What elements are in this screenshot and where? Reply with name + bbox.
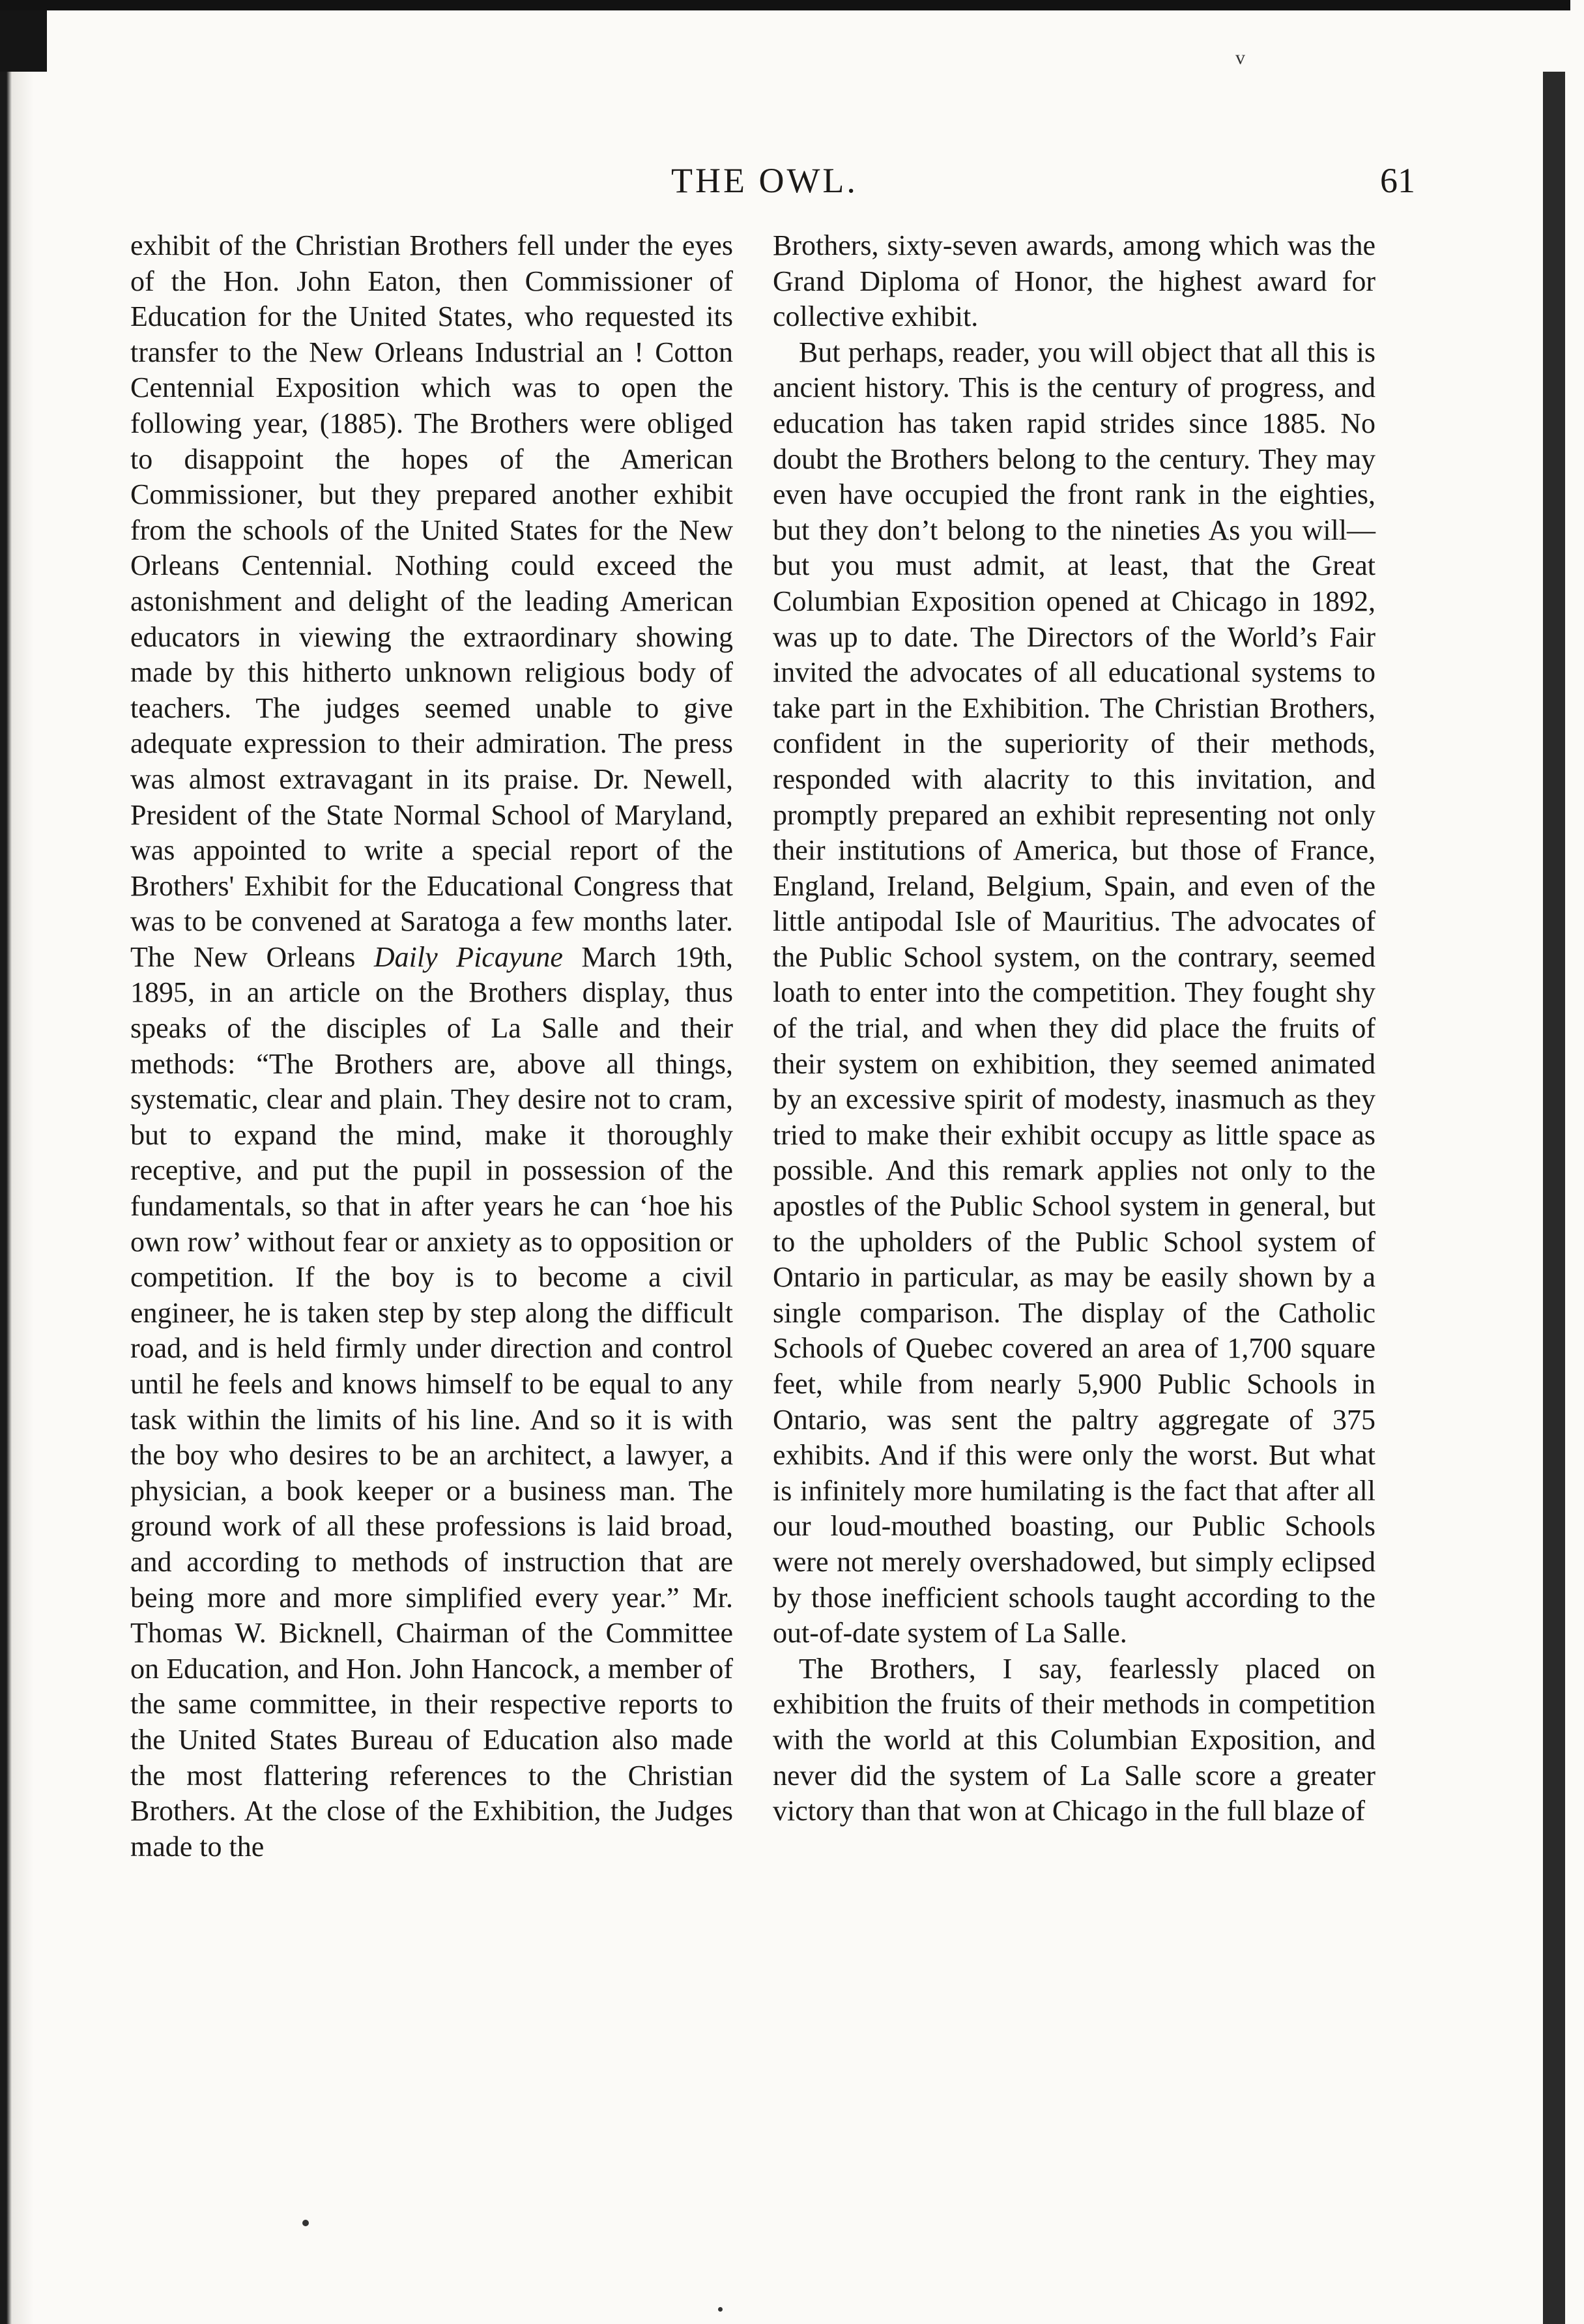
- scan-corner-shadow: [0, 0, 47, 72]
- page-number: 61: [1380, 161, 1415, 200]
- left-text-a: exhibit of the Christian Brothers fell under the eyes of the Hon. John Eaton, then Commissioner of Education for the United States, who requested its transfer to the New Orleans Industrial an ! Cotton Centennial Exposition which was to open the following year, (1885). The Brothers were obliged to disappoint the hopes of the American Commissioner, but they prepared another exhibit from the schools of the United States for the New Orleans Centennial. Nothing could exceed the astonishment and delight of the leading American educators in viewing the extraordinary showing made by this hitherto unknown religious body of teachers. The judges seemed unable to give adequate expression to their admiration. The press was almost extravagant in its praise. Dr. Newell, President of the State Normal School of Maryland, was appointed to write a special report of the Brothers' Exhibit for the Educational Congress that was to be convened at Saratoga a few months later. The New Orleans: [130, 229, 733, 973]
- scan-top-border: [0, 0, 1570, 10]
- left-column: [130, 228, 733, 1865]
- journal-title: THE OWL.: [671, 161, 858, 200]
- right-column: [773, 228, 1375, 1829]
- newspaper-title: Daily Picayune: [373, 940, 563, 973]
- page-right-margin: [1565, 10, 1584, 2324]
- right-paragraph-2: But perhaps, reader, you will object that all this is ancient history. This is the century of progress, and education has taken rapid strides since 1885. No doubt the Brothers belong to the century. They may even have occupied the front rank in the eighties, but they don’t belong to the nineties As you will—but you must admit, at least, that the Great Columbian Exposition opened at Chicago in 1892, was up to date. The Directors of the World’s Fair invited the advocates of all educational systems to take part in the Exhibition. The Christian Brothers, confident in the superiority of their methods, responded with alacrity to this invitation, and promptly prepared an exhibit representing not only their institutions of America, but those of France, England, Ireland, Belgium, Spain, and even of the little antipodal Isle of Mauritius. The advocates of the Public School system, on the contrary, seemed loath to enter into the competition. They fought shy of the trial, and when they did place the fruits of their system on exhibition, they seemed animated by an excessive spirit of modesty, inasmuch as they tried to make their exhibit occupy as little space as possible. And this remark applies not only to the apostles of the Public School system in general, but to the upholders of the Public School system of Ontario in particular, as may be easily shown by a single comparison. The display of the Catholic Schools of Quebec covered an area of 1,700 square feet, while from nearly 5,900 Public Schools in Ontario, was sent the paltry aggregate of 375 exhibits. And if this were only the worst. But what is infinitely more humilating is the fact that after all our loud-mouthed boasting, our Public Schools were not merely overshadowed, but simply eclipsed by those inefficient schools taught according to the out-of-date system of La Salle.: [773, 336, 1375, 1649]
- right-paragraph-3: The Brothers, I say, fearlessly placed on exhibition the fruits of their methods in competition with the world at this Columbian Exposition, and never did the system of La Salle score a greater victory than that won at Chicago in the full blaze of: [773, 1652, 1375, 1827]
- binding-strip: [1543, 72, 1565, 2324]
- running-head: [0, 160, 1584, 206]
- speck-mark: [718, 2307, 723, 2312]
- page-left-edge: [0, 0, 34, 2324]
- right-paragraph-1: Brothers, sixty-seven awards, among which was the Grand Diploma of Honor, the highest award for collective exhibit.: [773, 229, 1375, 333]
- speck-mark: [302, 2220, 309, 2226]
- left-text-b: March 19th, 1895, in an article on the Brothers display, thus speaks of the disciples of La Salle and their methods: “The Brothers are, above all things, systematic, clear and plain. They desire not to cram, but to expand the mind, make it thoroughly receptive, and put the pupil in possession of the fundamentals, so that in after years he can ‘hoe his own row’ without fear or anxiety as to opposition or competition. If the boy is to become a civil engineer, he is taken step by step along the difficult road, and is held firmly under direction and control until he feels and knows himself to be equal to any task within the limits of his line. And so it is with the boy who desires to be an architect, a lawyer, a physician, a book keeper or a business man. The ground work of all these professions is laid broad, and according to methods of instruction that are being more and more simplified every year.” Mr. Thomas W. Bicknell, Chairman of the Committee on Education, and Hon. John Hancock, a member of the same committee, in their respective reports to the United States Bureau of Education also made the most flattering references to the Christian Brothers. At the close of the Exhibition, the Judges made to the: [130, 940, 734, 1863]
- left-paragraph: [130, 228, 733, 1865]
- corner-mark: v: [1235, 47, 1245, 68]
